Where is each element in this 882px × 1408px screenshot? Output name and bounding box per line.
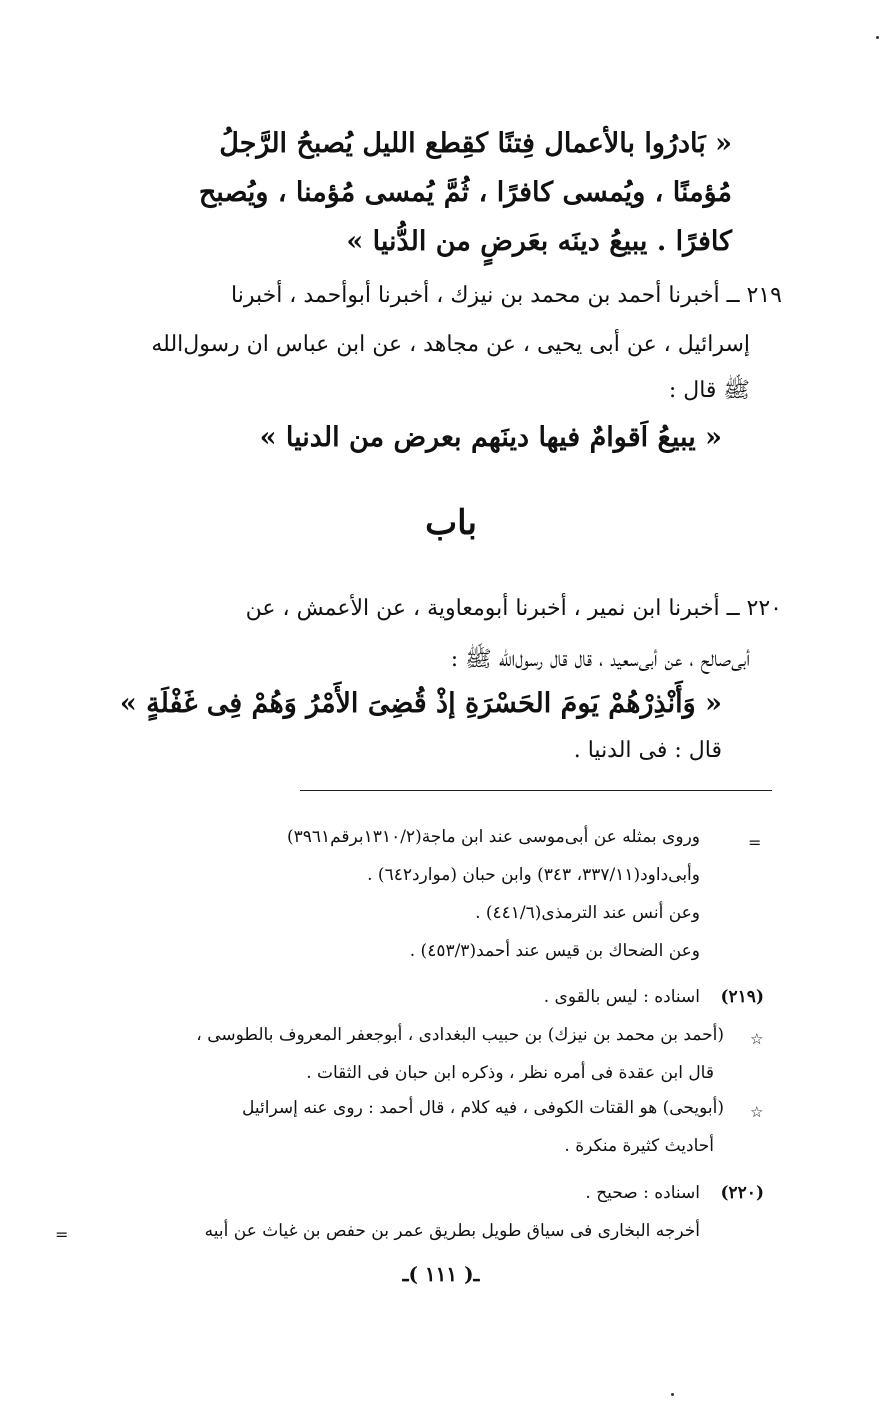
hadith-220-comment: قال : فى الدنيا . bbox=[573, 738, 722, 763]
footnote-219-text: اسناده : ليس بالقوى . bbox=[543, 987, 700, 1007]
footnote-219-note-1-line-2: قال ابن عقدة فى أمره نظر ، وذكره ابن حبان فى الثقات . bbox=[306, 1063, 714, 1083]
scan-speck bbox=[876, 36, 879, 39]
hadith-220-isnad-line-2: أبى‌صالح ، عن أبى‌سعيد ، قال قال رسول‌الله ﷺ : bbox=[450, 647, 750, 672]
footnote-220-line-2: أخرجه البخارى فى سياق طويل بطريق عمر بن حفص بن غياث عن أبيه bbox=[204, 1221, 700, 1241]
footnote-219-note-2-line-1: (أبويحى) هو القتات الكوفى ، فيه كلام ، قال أحمد : روى عنه إسرائيل bbox=[242, 1098, 724, 1118]
footnote-cont-line-1: وروى بمثله عن أبى‌موسى عند ابن ماجة(١٣١٠/٢برقم٣٩٦١) bbox=[286, 827, 700, 847]
footnote-220-label: (٢٢٠) bbox=[720, 1183, 764, 1203]
footnote-219-note-1-line-1: (أحمد بن محمد بن نيزك) بن حبيب البغدادى ، أبوجعفر المعروف بالطوسى ، bbox=[196, 1025, 724, 1045]
continuation-mark-trailing: = bbox=[55, 1225, 69, 1244]
hadith-220-verse: « وَأَنْذِرْهُمْ يَومَ الحَسْرَةِ إذْ قُضِىَ الأَمْرُ وَهُمْ فِى غَفْلَةٍ » bbox=[119, 688, 722, 719]
footnote-220-text: اسناده : صحيح . bbox=[585, 1183, 700, 1203]
hadith-219-text: « يبيعُ اَقوامٌ فيها دينَهم بعرض من الدنيا » bbox=[259, 422, 722, 453]
footnote-219-note-2-line-2: أحاديث كثيرة منكرة . bbox=[564, 1136, 714, 1156]
chapter-title: باب bbox=[425, 503, 477, 543]
footnote-cont-line-2: وأبى‌داود(٣٣٧/١١، ٣٤٣) وابن حبان (موارد٦٤٢) . bbox=[367, 865, 700, 885]
footnote-cont-line-4: وعن الضحاك بن قيس عند أحمد(٤٥٣/٣) . bbox=[409, 941, 700, 961]
hadith-220-isnad-line-1: ٢٢٠ ــ أخبرنا ابن نمير ، أخبرنا أبومعاوية ، عن الأعمش ، عن bbox=[245, 596, 782, 621]
hadith-219-isnad-line-2: إسرائيل ، عن أبى يحيى ، عن مجاهد ، عن ابن عباس ان رسول‌الله bbox=[151, 332, 750, 357]
page-number: ـ( ١١١ )ـ bbox=[402, 1262, 480, 1286]
hadith-219-isnad-line-3: ﷺ قال : bbox=[668, 378, 750, 403]
scan-speck bbox=[671, 1393, 674, 1396]
hadith-218-line-1: « بَادرُوا بالأعمال فِتنًا كقِطع الليل يُصبحُ الرَّجلُ bbox=[219, 128, 732, 159]
hadith-218-line-3: كافرًا . يبيعُ دينَه بعَرضٍ من الدُّنيا » bbox=[346, 226, 732, 257]
star-icon: ☆ bbox=[750, 1030, 764, 1048]
hadith-218-line-2: مُؤمنًا ، ويُمسى كافرًا ، ثُمَّ يُمسى مُؤمنا ، ويُصبح bbox=[198, 177, 732, 208]
footnote-cont-line-3: وعن أنس عند الترمذى(٤٤١/٦) . bbox=[475, 903, 700, 923]
footnote-separator bbox=[300, 790, 772, 791]
star-icon: ☆ bbox=[750, 1103, 764, 1121]
hadith-219-isnad-line-1: ٢١٩ ــ أخبرنا أحمد بن محمد بن نيزك ، أخبرنا أبوأحمد ، أخبرنا bbox=[231, 283, 782, 308]
footnote-219-label: (٢١٩) bbox=[720, 987, 764, 1007]
continuation-mark: = bbox=[748, 833, 762, 852]
